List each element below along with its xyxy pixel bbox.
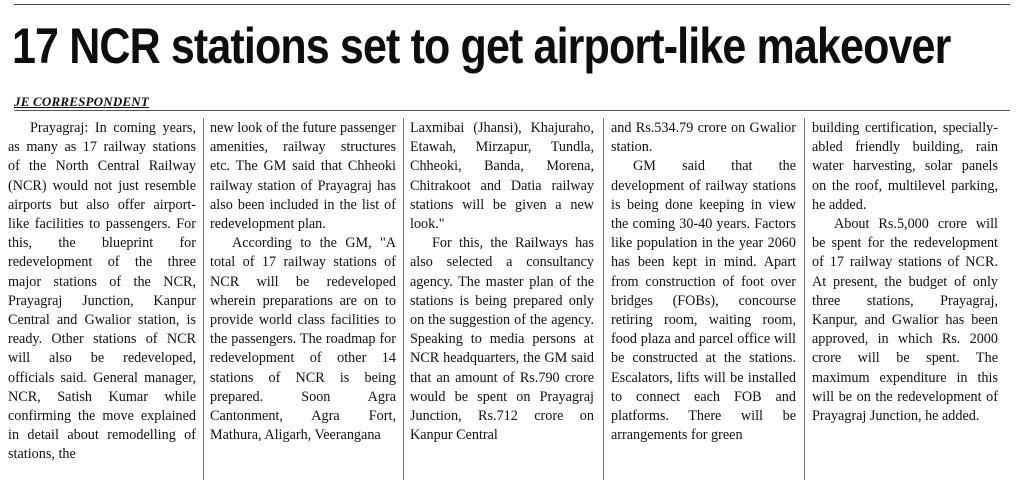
column-divider bbox=[603, 118, 604, 480]
paragraph: Prayagraj: In coming years, as many as 17 railway stations of the North Central Railway (NCR) would not just resemble airports but also offer airport-like facilities to passengers. For this, the blueprint for redevelopment of the three major stations of the NCR, Prayagraj Junction, Kanpur Central and Gwalior station, is ready. Other stations of NCR will also be redeveloped, officials said. General manager, NCR, Satish Kumar while confirming the move explained in detail about remodelling of stations, the bbox=[8, 120, 196, 463]
column-divider bbox=[804, 118, 805, 480]
top-rule bbox=[14, 4, 1010, 5]
article-column-5 bbox=[812, 119, 998, 481]
paragraph: For this, the Railways has also selected a consultancy agency. The master plan of the stations is being prepared only on the suggestion of the agency. Speaking to media persons at NCR headquarters, the GM said that an amount of Rs.790 crore would be spent on Prayagraj Junction, Rs.712 crore on Kanpur Central bbox=[410, 235, 594, 444]
paragraph: new look of the future passenger amenities, railway structures etc. The GM said that Chheoki railway station of Prayagraj has also been included in the list of redevelopment plan. bbox=[210, 120, 396, 233]
byline: JE CORRESPONDENT bbox=[14, 94, 150, 109]
paragraph: building certification, specially-abled friendly building, rain water harvesting, solar panels on the roof, multilevel parking, he added. bbox=[812, 120, 998, 213]
paragraph: Laxmibai (Jhansi), Khajuraho, Etawah, Mirzapur, Tundla, Chheoki, Banda, Morena, Chitrakoot and Datia railway stations will be given a new look." bbox=[410, 120, 594, 233]
byline-rule bbox=[14, 110, 1010, 111]
column-divider bbox=[403, 118, 404, 480]
article-column-1 bbox=[8, 119, 196, 481]
paragraph: About Rs.5,000 crore will be spent for the redevelopment of 17 railway stations of NCR. At present, the budget of only three stations, Prayagraj, Kanpur, and Gwalior has been approved, in which Rs. 2000 crore will be spent. The maximum expenditure in this will be on the redevelopment of Prayagraj Junction, he added. bbox=[812, 216, 998, 425]
article-column-2 bbox=[210, 119, 396, 481]
headline: 17 NCR stations set to get airport-like makeover bbox=[12, 18, 951, 74]
paragraph: GM said that the development of railway stations is being done keeping in view the coming 30-40 years. Factors like population in the year 2060 has been kept in mind. Apart from construction of foot over bridges (FOBs), concourse retiring room, waiting room, food plaza and parcel office will be constructed at the stations. Escalators, lifts will be installed to connect each FOB and platforms. There will be arrangements for green bbox=[611, 158, 796, 444]
article-column-4 bbox=[611, 119, 796, 481]
paragraph: and Rs.534.79 crore on Gwalior station. bbox=[611, 120, 796, 156]
paragraph: According to the GM, "A total of 17 railway stations of NCR will be redeveloped wherein preparations are on to provide world class facilities to the passengers. The roadmap for redevelopment of other 14 stations of NCR is being prepared. Soon Agra Cantonment, Agra Fort, Mathura, Aligarh, Veerangana bbox=[210, 235, 396, 444]
article-column-3 bbox=[410, 119, 594, 481]
column-divider bbox=[203, 118, 204, 480]
